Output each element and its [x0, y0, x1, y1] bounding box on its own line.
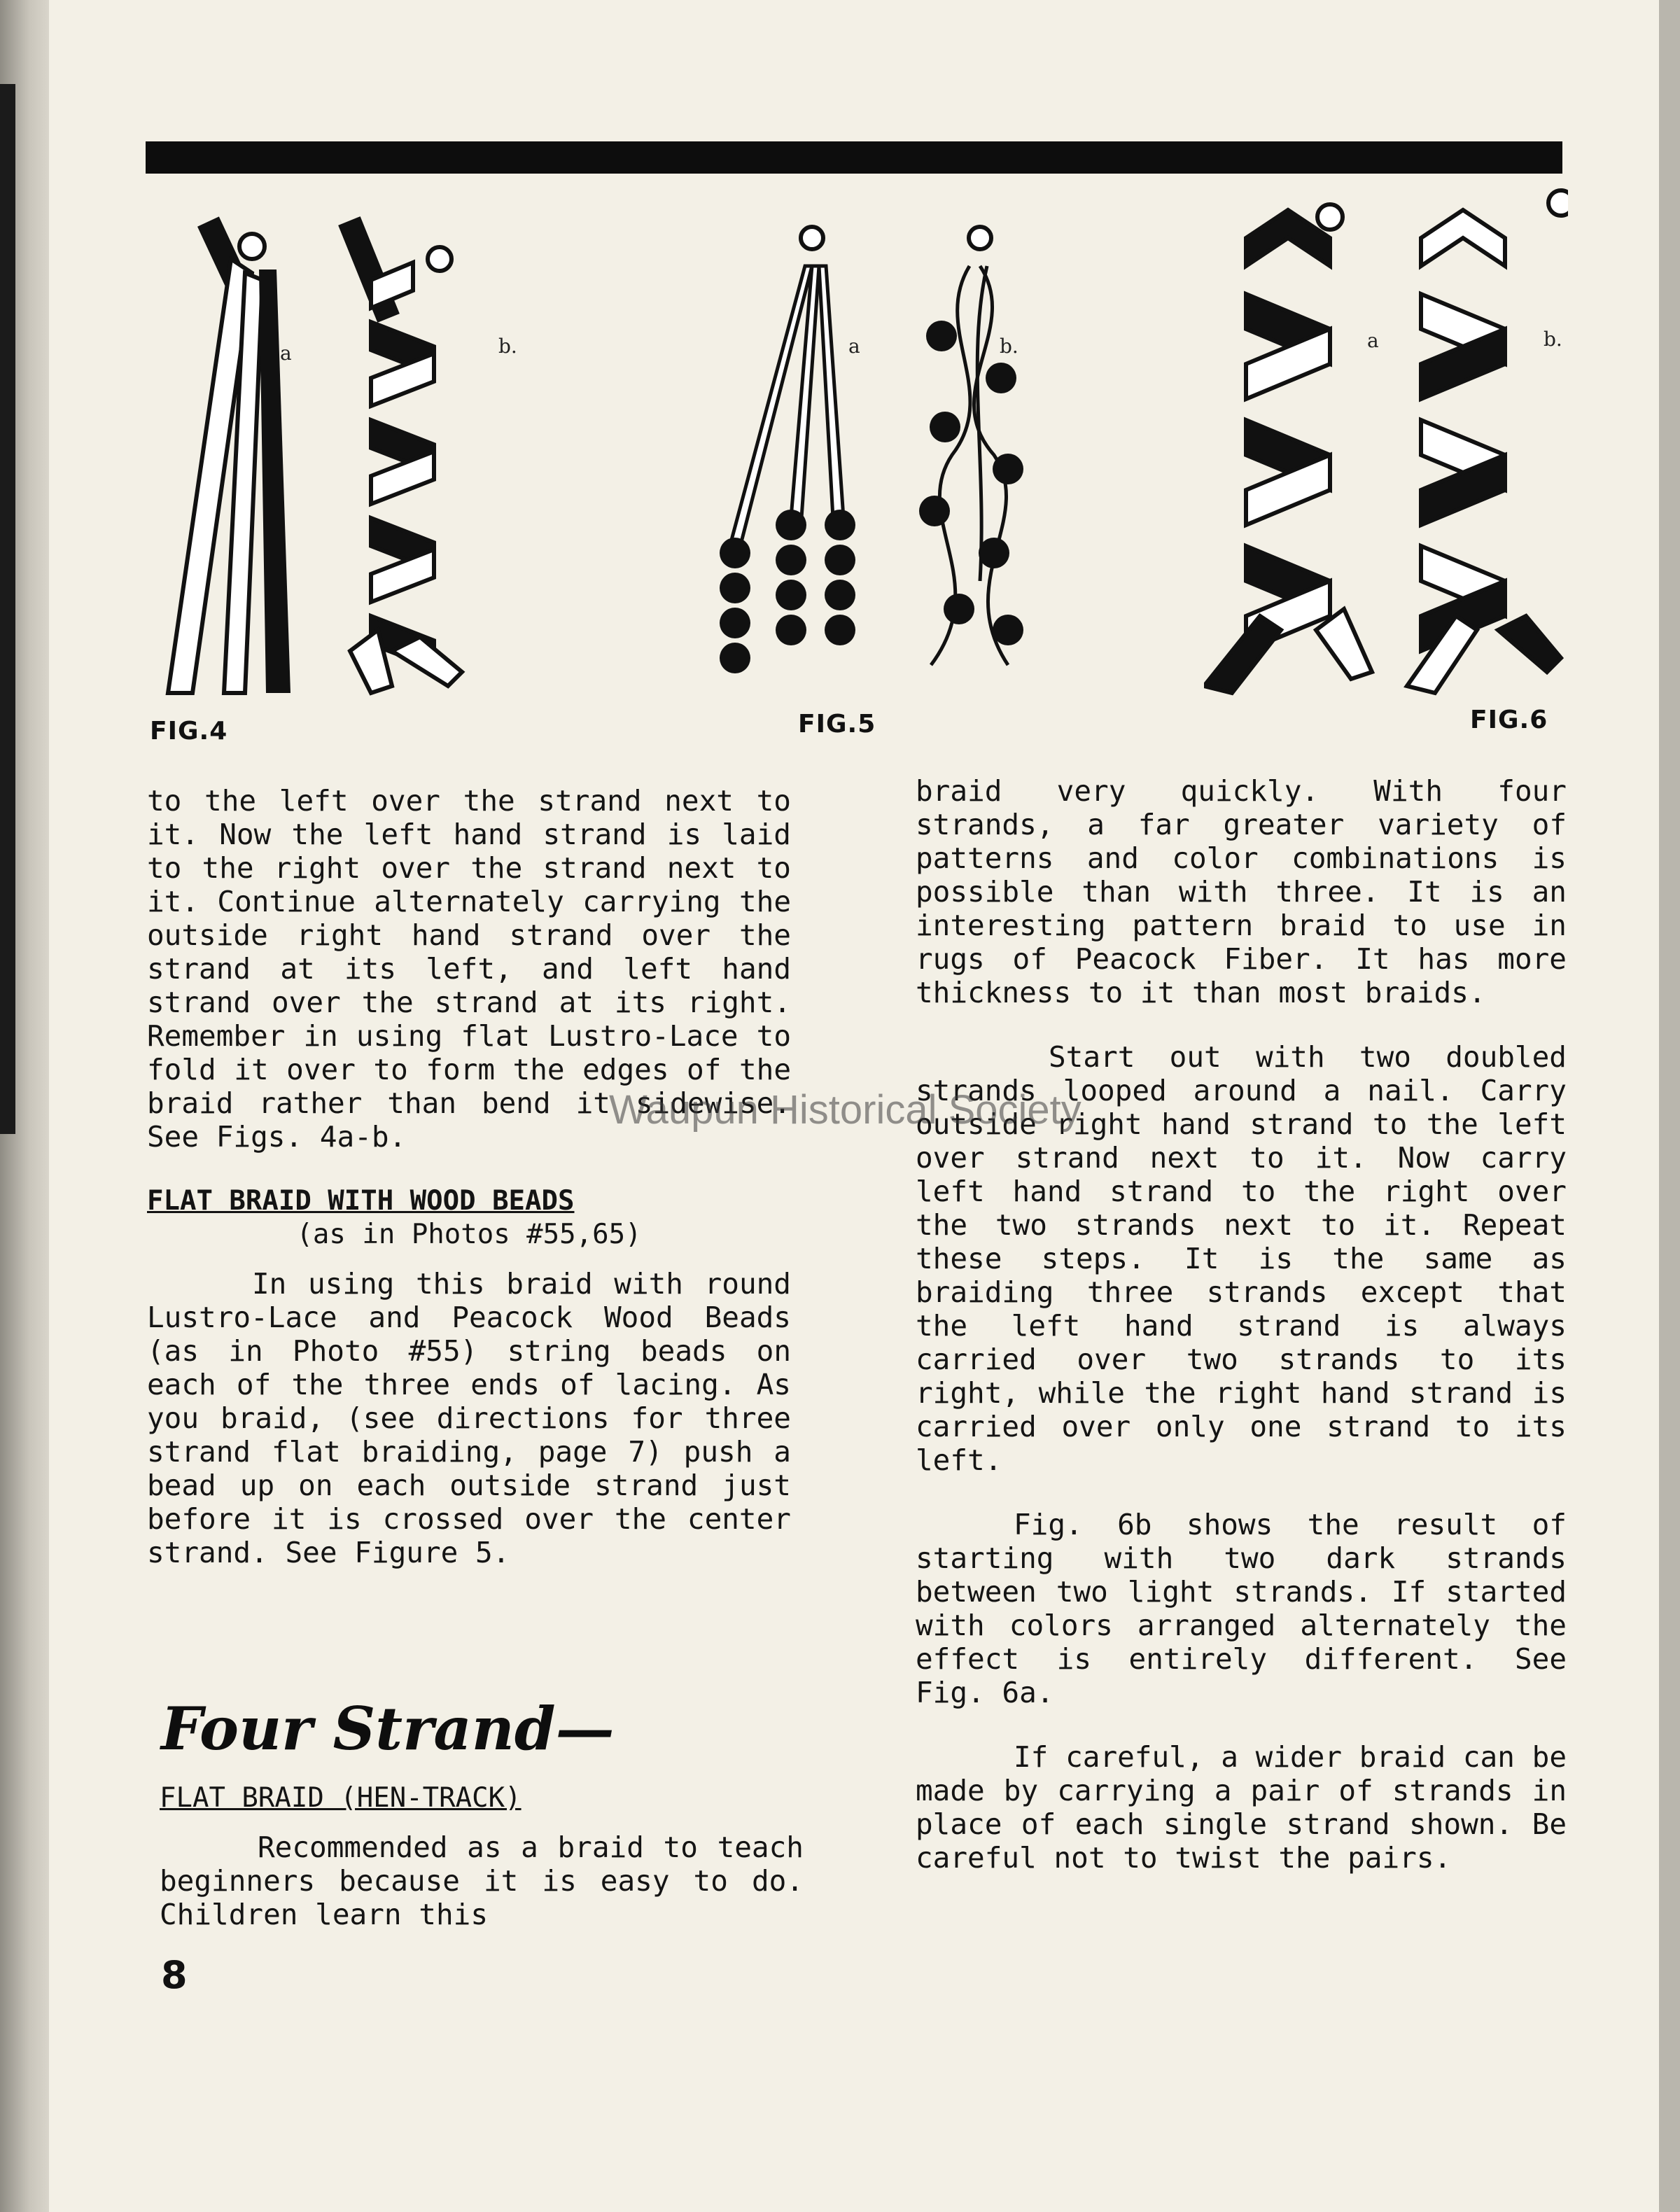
fig5-illustration	[700, 217, 1260, 707]
right-paragraph-3: Fig. 6b shows the result of starting with two dark strands between two light strands. If started with colors arranged alternately the effect is entirely different. See Fig. 6a.	[916, 1508, 1567, 1709]
fig6b-label: b.	[1544, 328, 1562, 351]
section-title-four-strand: Four Strand—	[161, 1694, 615, 1763]
fig6-label: FIG.6	[1470, 706, 1548, 734]
watermark: Waupun Historical Society	[609, 1087, 1082, 1133]
page-number: 8	[161, 1953, 188, 1997]
fig5-label: FIG.5	[798, 710, 876, 738]
right-paragraph-1: braid very quickly. With four strands, a far greater variety of patterns and color combinations is possible than with three. It is an interesting pattern braid to use in rugs of Peacock Fiber. It has more thickness to it than most braids.	[916, 774, 1567, 1009]
heading-photos-ref: (as in Photos #55,65)	[296, 1219, 642, 1250]
right-paragraph-2: Start out with two doubled strands looped around a nail. Carry outside right hand strand to the left over strand next to it. Now carry left hand strand to the right over the two strands next to it. Repeat these steps. It is the same as braiding three strands except that the left hand strand is always carried over two strands to its right, while the right hand strand is carried over only one strand to its left.	[916, 1040, 1567, 1477]
heading-flat-braid-wood-beads: FLAT BRAID WITH WOOD BEADS	[147, 1185, 575, 1217]
spine-shadow	[0, 84, 15, 1134]
left-column	[147, 784, 791, 1569]
right-paragraph-4: If careful, a wider braid can be made by carrying a pair of strands in place of each single strand shown. Be careful not to twist the pairs.	[916, 1740, 1567, 1875]
heading-hen-track: FLAT BRAID (HEN-TRACK)	[160, 1782, 522, 1814]
left-paragraph-2: In using this braid with round Lustro-Lace and Peacock Wood Beads (as in Photo #55) string beads on each of the three ends of lacing. As you braid, (see directions for three strand flat braiding, page 7) push a bead up on each outside strand just before it is crossed over the center strand. See Figure 5.	[147, 1267, 791, 1569]
fig6-illustration	[1204, 182, 1568, 700]
fig4-label: FIG.4	[150, 717, 228, 746]
fig5b-label: b.	[1000, 335, 1018, 358]
left-paragraph-3: Recommended as a braid to teach beginners because it is easy to do. Children learn this	[160, 1830, 804, 1931]
left-paragraph-1: to the left over the strand next to it. Now the left hand strand is laid to the right over the strand next to it. Continue alternately carrying the outside right hand strand over the strand at its left, and left hand strand over the strand at its right. Remember in using flat Lustro-Lace to fold it over to form the edges of the braid rather than bend it sidewise. See Figs. 4a-b.	[147, 784, 791, 1154]
fig4-illustration	[140, 203, 490, 707]
fig5a-label: a	[848, 335, 860, 358]
fig6a-label: a	[1367, 329, 1379, 352]
header-rule	[146, 141, 1562, 174]
right-column	[916, 774, 1567, 1875]
fig4a-label: a	[280, 342, 292, 365]
fig4b-label: b.	[498, 335, 517, 358]
left-column-lower	[160, 1782, 804, 1931]
